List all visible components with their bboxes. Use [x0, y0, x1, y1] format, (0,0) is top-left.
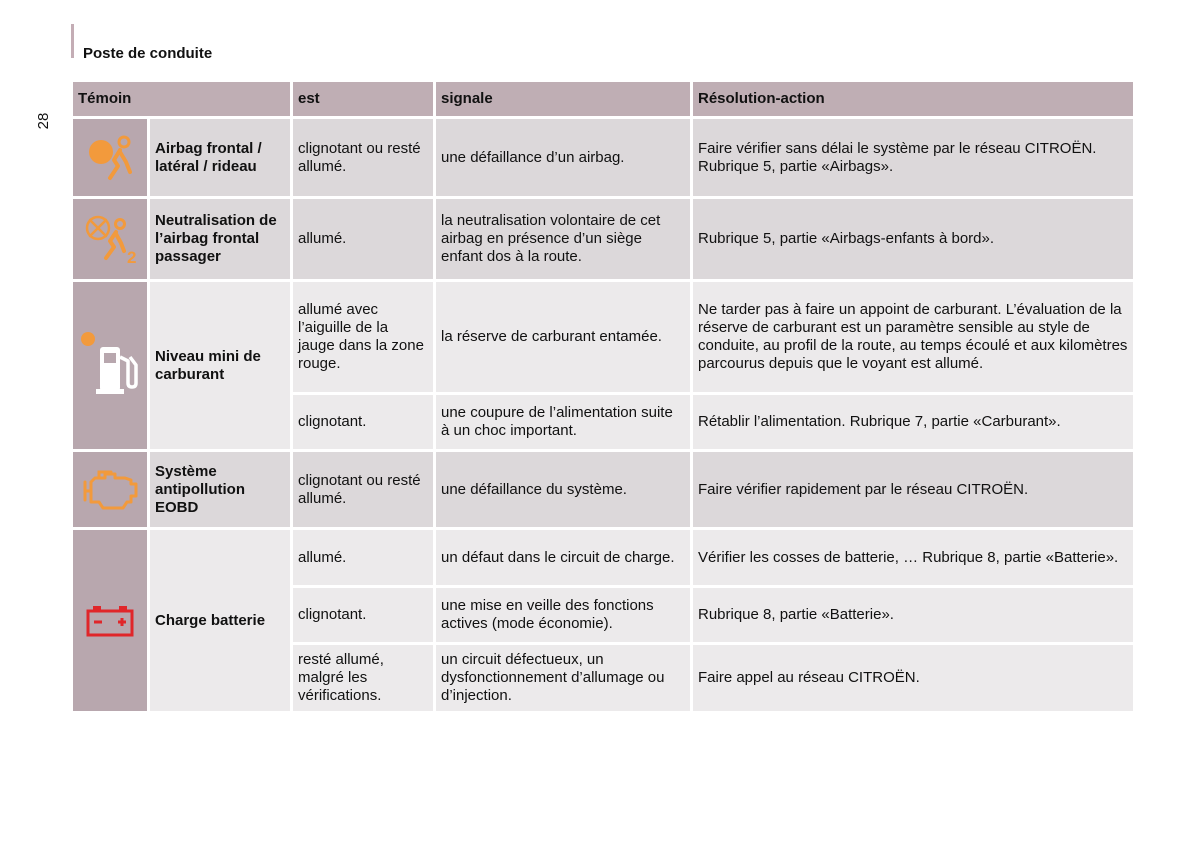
table-row [73, 530, 1133, 585]
state-cell: allumé avec l’aiguille de la jauge dans la zone rouge. [293, 282, 433, 392]
table-row [73, 119, 1133, 196]
signal-cell: un défaut dans le circuit de charge. [436, 530, 690, 585]
header-signale: signale [436, 82, 690, 116]
state-cell: clignotant. [293, 395, 433, 449]
icon-cell [73, 530, 147, 711]
icon-cell [73, 282, 147, 449]
lamp-name: Neutralisation de l’airbag frontal passager [150, 199, 290, 279]
state-cell: clignotant. [293, 588, 433, 642]
signal-cell: la neutralisation volontaire de cet airbag en présence d’un siège enfant dos à la route. [436, 199, 690, 279]
state-cell: allumé. [293, 199, 433, 279]
state-cell: allumé. [293, 530, 433, 585]
airbag-icon [84, 132, 136, 184]
warning-lamps-table [70, 79, 1136, 714]
state-cell: resté allumé, malgré les vérifications. [293, 645, 433, 711]
signal-cell: la réserve de carburant entamée. [436, 282, 690, 392]
icon-cell [73, 452, 147, 527]
state-cell: clignotant ou resté allumé. [293, 119, 433, 196]
resolution-cell: Rubrique 8, partie «Batterie». [693, 588, 1133, 642]
resolution-cell: Rubrique 5, partie «Airbags-enfants à bord». [693, 199, 1133, 279]
table-row [73, 282, 1133, 392]
icon-cell [73, 199, 147, 279]
battery-icon [84, 604, 136, 638]
engine-icon [81, 468, 139, 512]
state-cell: clignotant ou resté allumé. [293, 452, 433, 527]
table-row [73, 452, 1133, 527]
svg-text:2: 2 [127, 248, 137, 267]
resolution-cell: Faire vérifier sans délai le système par le réseau CITROËN. Rubrique 5, partie «Airbags». [693, 119, 1133, 196]
table-row [73, 199, 1133, 279]
signal-cell: une défaillance d’un airbag. [436, 119, 690, 196]
resolution-cell: Faire vérifier rapidement par le réseau CITROËN. [693, 452, 1133, 527]
header-resolution: Résolution-action [693, 82, 1133, 116]
lamp-name: Airbag frontal / latéral / rideau [150, 119, 290, 196]
signal-cell: un circuit défectueux, un dysfonctionnement d’allumage ou d’injection. [436, 645, 690, 711]
fuel-pump-icon [78, 331, 142, 401]
signal-cell: une mise en veille des fonctions actives (mode économie). [436, 588, 690, 642]
lamp-name: Niveau mini de carburant [150, 282, 290, 449]
header-accent-bar [71, 24, 74, 58]
page-number: 28 [35, 112, 52, 130]
resolution-cell: Rétablir l’alimentation. Rubrique 7, partie «Carburant». [693, 395, 1133, 449]
header-temoin: Témoin [73, 82, 290, 116]
lamp-name: Charge batterie [150, 530, 290, 711]
resolution-cell: Vérifier les cosses de batterie, … Rubrique 8, partie «Batterie». [693, 530, 1133, 585]
header-est: est [293, 82, 433, 116]
signal-cell: une défaillance du système. [436, 452, 690, 527]
resolution-cell: Faire appel au réseau CITROËN. [693, 645, 1133, 711]
section-title: Poste de conduite [83, 45, 213, 62]
table-header-row [73, 82, 1133, 116]
lamp-name: Système antipollution EOBD [150, 452, 290, 527]
resolution-cell: Ne tarder pas à faire un appoint de carburant. L’évaluation de la réserve de carburant est un paramètre sensible au style de conduite, au profil de la route, au temps écoulé et aux kilomètres parcourus depuis que le voyant est allumé. [693, 282, 1133, 392]
icon-cell [73, 119, 147, 196]
signal-cell: une coupure de l’alimentation suite à un choc important. [436, 395, 690, 449]
passenger-airbag-off-icon [82, 211, 138, 267]
